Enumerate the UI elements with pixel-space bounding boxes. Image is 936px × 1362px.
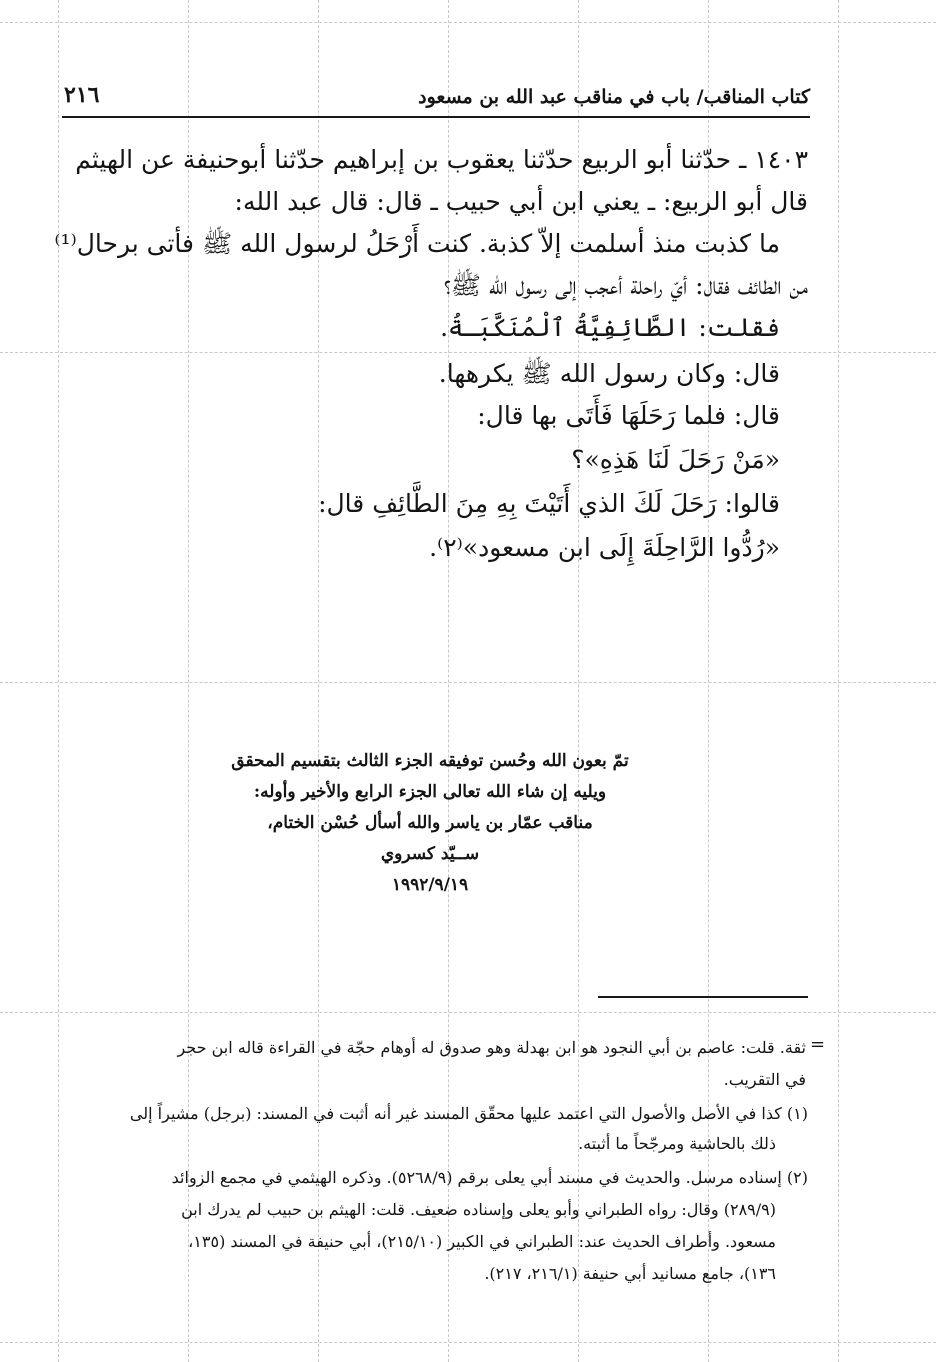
scan-guide-line xyxy=(0,352,936,353)
hadith-line: من الطائف فقال: أيّ راحلة أعجب إلى رسول الله ﷺ؟ xyxy=(443,271,808,300)
scan-guide-line xyxy=(0,1012,936,1013)
footnote-separator xyxy=(598,996,808,998)
hadith-line: قالوا: رَحَلَ لَكَ الذي أَتَيْتَ بِهِ مِنَ الطَّائِفِ قال: xyxy=(318,489,780,518)
scan-guide-line xyxy=(0,1342,936,1343)
scan-guide-line xyxy=(0,22,936,23)
hadith-line: فقلت: الطَّائِفِيَّةُ ٱلْمُنَكَّبَـةُ. xyxy=(440,313,780,342)
scan-guide-line xyxy=(58,0,59,1362)
footnote-line: ١٣٦)، جامع مسانيد أبي حنيفة (٢١٦/١، ٢١٧). xyxy=(484,1264,776,1283)
hadith-line: قال: فلما رَحَلَهَا فَأَتَى بها قال: xyxy=(477,401,780,430)
colophon xyxy=(150,746,710,901)
colophon-date: ١٩٩٢/٩/١٩ xyxy=(391,875,469,895)
hadith-line: «مَنْ رَحَلَ لَنَا هَذِهِ»؟ xyxy=(571,445,780,474)
continuation-marker: = xyxy=(810,1034,826,1055)
scan-guide-line xyxy=(838,0,839,1362)
page-header xyxy=(62,76,810,118)
footnote-line: ذلك بالحاشية ومرجّحاً ما أثبته. xyxy=(578,1134,776,1153)
hadith-line: ما كذبت منذ أسلمت إلاّ كذبة. كنت أَرْحَلُ لرسول الله ﷺ فأتى برحال⁽¹⁾ xyxy=(54,229,780,258)
colophon-author: ســيّد كسروي xyxy=(380,844,480,864)
colophon-line: تمّ بعون الله وحُسن توفيقه الجزء الثالث بتقسيم المحقق xyxy=(231,751,629,771)
page-number: ٢١٦ xyxy=(64,82,100,108)
footnote-line: ثقة. قلت: عاصم بن أبي النجود هو ابن بهدلة وهو صدوق له أوهام حجّة في القراءة قاله ابن حجر xyxy=(177,1038,806,1057)
running-title: كتاب المناقب/ باب في مناقب عبد الله بن مسعود xyxy=(418,86,810,108)
hadith-line: ١٤٠٣ ـ حدّثنا أبو الربيع حدّثنا يعقوب بن إبراهيم حدّثنا أبوحنيفة عن الهيثم xyxy=(75,145,808,174)
hadith-line: «رُدُّوا الرَّاحِلَةَ إِلَى ابن مسعود»⁽٢⁾. xyxy=(429,533,780,562)
footnote-line: (٢٨٩/٩) وقال: رواه الطبراني وأبو يعلى وإسناده ضعيف. قلت: الهيثم بن حبيب لم يدرك ابن xyxy=(181,1200,776,1219)
footnote-line: مسعود. وأطراف الحديث عند: الطبراني في الكبير (٢١٥/١٠)، أبي حنيفة في المسند (١٣٥، xyxy=(188,1232,776,1251)
colophon-line: مناقب عمّار بن ياسر والله أسأل حُسْن الختام، xyxy=(267,813,593,833)
footnote-line: (١) كذا في الأصل والأصول التي اعتمد عليها محقّق المسند غير أنه أثبت في المسند: (برجل) مشيراً إلى xyxy=(129,1104,808,1123)
hadith-line: قال أبو الربيع: ـ يعني ابن أبي حبيب ـ قال: قال عبد الله: xyxy=(234,187,808,216)
hadith-line: قال: وكان رسول الله ﷺ يكرهها. xyxy=(438,359,780,388)
colophon-line: ويليه إن شاء الله تعالى الجزء الرابع والأخير وأوله: xyxy=(253,782,607,802)
scan-guide-line xyxy=(188,0,189,1362)
footnote-line: (٢) إسناده مرسل. والحديث في مسند أبي يعلى برقم (٥٢٦٨/٩). وذكره الهيثمي في مجمع الزوائد xyxy=(171,1168,808,1187)
footnote-line: في التقريب. xyxy=(723,1070,806,1089)
scan-guide-line xyxy=(0,682,936,683)
